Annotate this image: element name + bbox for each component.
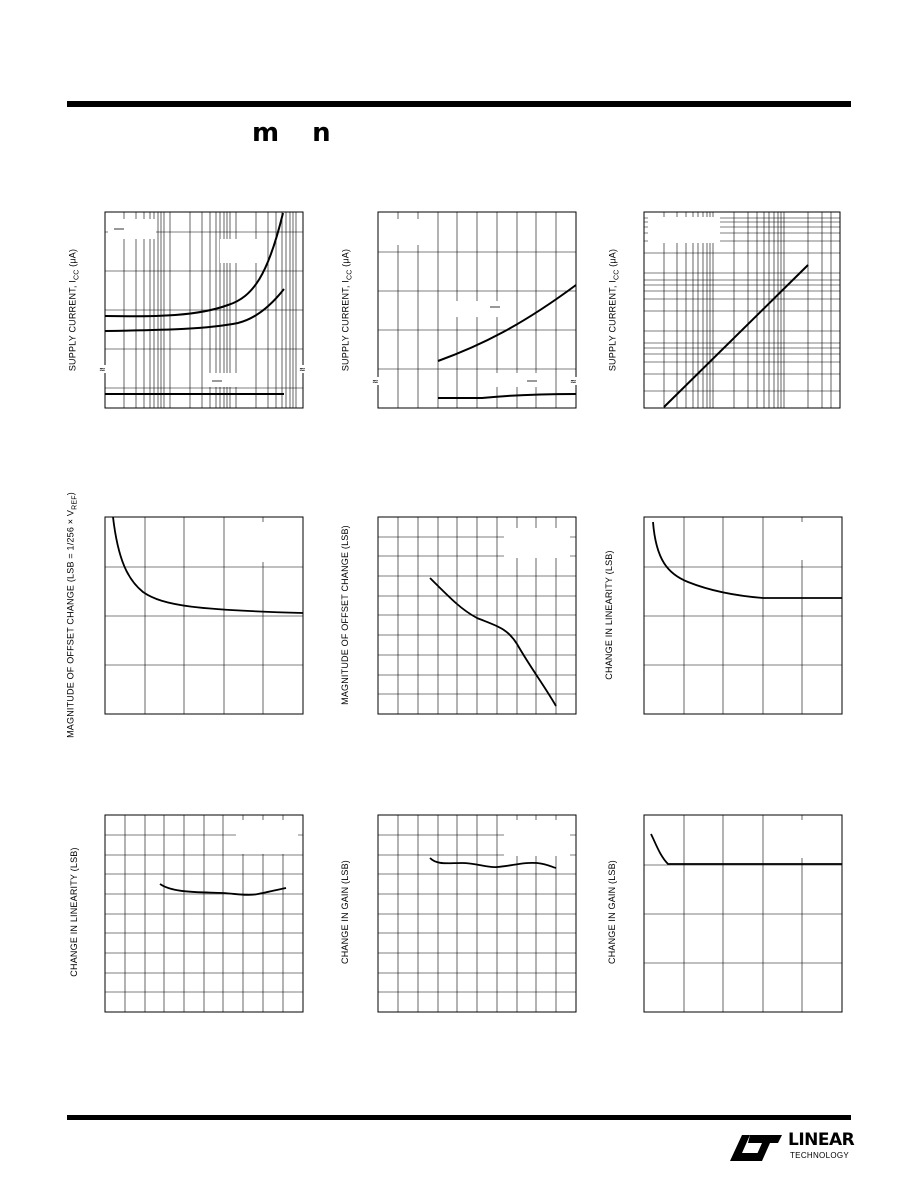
header-fragment: m n (252, 118, 343, 148)
chart-4-ylabel: MAGNITUDE OF OFFSET CHANGE $(LSB = 1/256 \times V_{REF})$ (65, 492, 79, 738)
svg-text:≈: ≈ (99, 365, 106, 374)
bottom-rule (67, 1115, 851, 1120)
chart-7-ylabel: CHANGE IN LINEARITY (LSB) (69, 847, 79, 977)
logo-word: LINEAR (788, 1130, 855, 1150)
chart-5 (372, 510, 587, 722)
logo-sub: TECHNOLOGY (790, 1151, 850, 1160)
top-rule (67, 101, 851, 107)
chart-9 (638, 808, 850, 1020)
svg-text:≈: ≈ (570, 377, 577, 386)
chart-3 (638, 205, 848, 415)
chart-3-ylabel: SUPPLY CURRENT, $I_{CC}$ (μA) (607, 248, 621, 372)
chart-2-ylabel: SUPPLY CURRENT, $I_{CC}$ (μA) (340, 248, 354, 372)
chart-1-ylabel: SUPPLY CURRENT, $I_{CC}$ (μA) (67, 248, 81, 372)
chart-4 (98, 510, 313, 722)
chart-1 (98, 205, 313, 415)
chart-8 (372, 808, 587, 1020)
chart-8-ylabel: CHANGE IN GAIN (LSB) (340, 859, 350, 965)
svg-text:≈: ≈ (299, 365, 306, 374)
chart-7 (98, 808, 313, 1020)
chart-6 (638, 510, 850, 722)
chart-2 (372, 205, 587, 415)
svg-text:≈: ≈ (372, 377, 379, 386)
chart-5-ylabel: MAGNITUDE OF OFFSET CHANGE (LSB) (340, 525, 350, 705)
chart-9-ylabel: CHANGE IN GAIN (LSB) (607, 859, 617, 965)
chart-6-ylabel: CHANGE IN LINEARITY (LSB) (604, 550, 614, 680)
